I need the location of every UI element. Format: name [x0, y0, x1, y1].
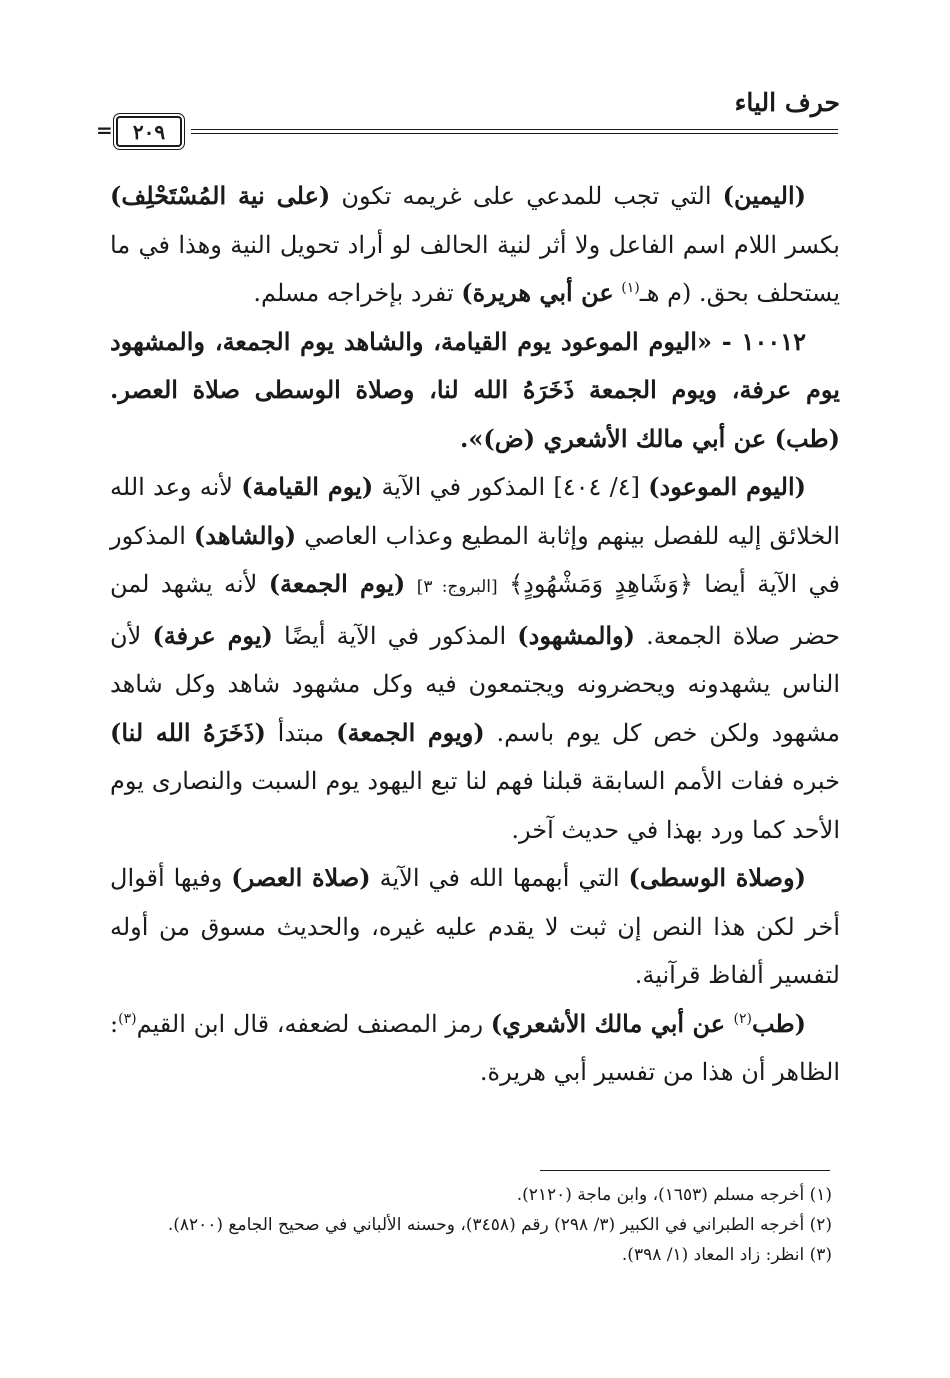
footnote-ref: (٢): [733, 1010, 752, 1027]
term: (اليوم الموعود): [648, 472, 807, 501]
paragraph-4: [110, 854, 840, 1000]
paragraph-5: [110, 1000, 840, 1097]
term: عن أبي هريرة): [461, 278, 614, 307]
term: (ذَخَرَهُ الله لنا): [110, 717, 266, 747]
term: (يوم الجمعة): [268, 569, 406, 598]
text: لأنه وعد الله الخلائق إليه للفصل بينهم وإثابة المطيع وعذاب العاصي: [110, 473, 840, 550]
quran-citation: [البروج: ٣]: [416, 577, 498, 597]
footnotes: [112, 1180, 832, 1270]
page-number: ٢٠٩: [116, 116, 182, 147]
footnote-ref: (٣): [118, 1010, 137, 1027]
text: مبتدأ: [265, 718, 337, 747]
term: (وصلاة الوسطى): [628, 863, 807, 892]
text: : الظاهر أن هذا من تفسير أبي هريرة.: [110, 1009, 840, 1086]
text: لأنه يشهد لمن حضر صلاة الجمعة.: [110, 570, 840, 650]
header-rule: [96, 112, 838, 152]
term: (يوم عرفة): [152, 620, 273, 650]
text: رمز المصنف لضعفه، قال ابن القيم: [136, 1009, 491, 1038]
term: (ويوم الجمعة): [336, 717, 485, 747]
text: لأن الناس يشهدونه ويحضرونه ويجتمعون فيه وكل مشهود شاهد وكل شاهد مشهود ولكن خص كل يوم باسم.: [110, 621, 841, 747]
text: المذكور في الآية أيضًا: [272, 621, 518, 650]
hadith-text: ١٠٠١٢ - «اليوم الموعود يوم القيامة، والشاهد يوم الجمعة، والمشهود يوم عرفة، ويوم الجمعة ذَخَرَهُ الله لنا، وصلاة الوسطى صلاة العصر. (طب) عن أبي مالك الأشعري (ض)».: [110, 326, 840, 453]
text: وفيها أقوال أخر لكن هذا النص إن ثبت لا يقدم عليه غيره، والحديث مسوق من أوله لتفسير ألفاظ قرآنية.: [110, 864, 840, 989]
footnote-1: (١) أخرجه مسلم (١٦٥٣)، وابن ماجة (٢١٢٠).: [516, 1185, 832, 1205]
paragraph-1: [110, 172, 840, 318]
footnote-2: (٢) أخرجه الطبراني في الكبير (٣/ ٢٩٨) رقم (٣٤٥٨)، وحسنه الألباني في صحيح الجامع (٨٢٠٠).: [167, 1215, 832, 1235]
chapter-title: حرف الياء: [734, 88, 840, 117]
hadith-paragraph: [110, 318, 840, 464]
text: [٤/ ٤٠٤] المذكور في الآية: [373, 473, 649, 501]
term: (يوم القيامة): [241, 472, 374, 501]
double-rule: [191, 129, 838, 137]
text: المذكور في الآية أيضا ﴿وَشَاهِدٍ وَمَشْهُودٍ﴾: [110, 521, 841, 598]
term: (اليمين): [722, 181, 806, 210]
term: (والشاهد): [193, 520, 297, 550]
main-text: [110, 172, 840, 1097]
text: [405, 570, 416, 598]
term: (طب: [751, 1008, 806, 1038]
term: عن أبي مالك الأشعري): [490, 1008, 734, 1038]
footnote-rule: [540, 1170, 830, 1171]
footnote-3: (٣) انظر: زاد المعاد (١/ ٣٩٨).: [621, 1245, 832, 1265]
page-separator: =: [96, 118, 113, 142]
text: خبره ففات الأمم السابقة قبلنا فهم لنا تبع اليهود يوم السبت والنصارى يوم الأحد كما ورد بهذا في حديث آخر.: [110, 767, 840, 844]
term: (صلاة العصر): [231, 863, 371, 892]
paragraph-3: [110, 463, 840, 854]
term: (على نية المُسْتَحْلِف): [110, 181, 331, 210]
text: بكسر اللام اسم الفاعل ولا أثر لنية الحالف لو أراد تحويل النية وهذا في ما يستحلف بحق. (م هـ: [110, 230, 840, 307]
footnote-ref: (١): [621, 280, 640, 296]
text: التي تجب للمدعي على غريمه تكون: [330, 182, 723, 210]
text: تفرد بإخراجه مسلم.: [253, 279, 462, 307]
text: التي أبهمها الله في الآية: [370, 864, 629, 892]
term: (والمشهود): [517, 620, 635, 650]
